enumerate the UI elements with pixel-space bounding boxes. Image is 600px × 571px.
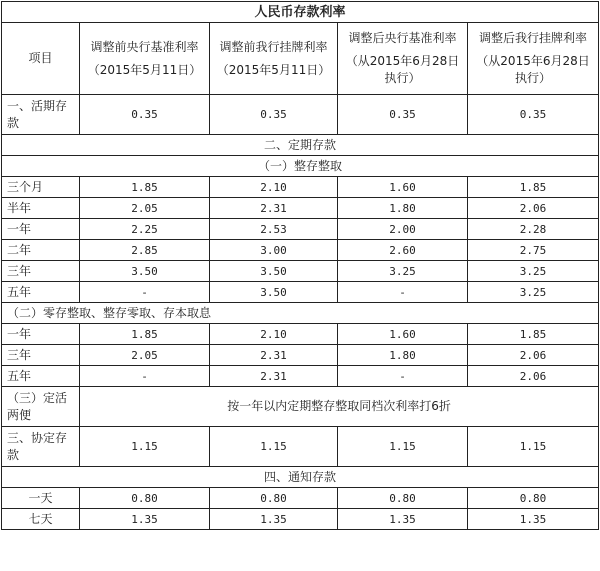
rate-cell: 2.10: [210, 177, 338, 198]
table-title: 人民币存款利率: [2, 2, 599, 23]
rate-cell: 3.25: [338, 261, 468, 282]
section-time-deposit: 二、定期存款: [2, 135, 599, 156]
header-col1: [80, 23, 210, 95]
table-row: [2, 282, 599, 303]
header-item: 项目: [2, 23, 80, 95]
rate-cell: 1.85: [80, 177, 210, 198]
table-row: [2, 198, 599, 219]
rate-cell: 3.50: [210, 282, 338, 303]
table-row: [2, 366, 599, 387]
rate-cell: -: [338, 282, 468, 303]
header-col4-line1: 调整后我行挂牌利率: [479, 31, 588, 45]
rate-cell: 2.31: [210, 345, 338, 366]
rate-cell: 1.85: [468, 177, 599, 198]
header-col1-line2: （2015年5月11日）: [87, 62, 202, 77]
table-row: [2, 240, 599, 261]
rate-cell: 2.85: [80, 240, 210, 261]
rate-cell: 0.80: [80, 488, 210, 509]
rate-cell: 3.50: [210, 261, 338, 282]
rate-cell: 2.75: [468, 240, 599, 261]
section-installment: （二）零存整取、整存零取、存本取息: [2, 303, 599, 324]
row-label: 三、协定存款: [2, 427, 80, 467]
row-label: 半年: [2, 198, 80, 219]
header-col4-line2: （从2015年6月28日执行）: [476, 54, 590, 85]
rate-cell: 1.35: [468, 509, 599, 530]
table-row: [2, 345, 599, 366]
rate-cell: 1.15: [468, 427, 599, 467]
header-col4: [468, 23, 599, 95]
rate-cell: 2.53: [210, 219, 338, 240]
row-label: 三年: [2, 345, 80, 366]
table-row: [2, 427, 599, 467]
rate-cell: 1.15: [80, 427, 210, 467]
rate-cell: 2.06: [468, 366, 599, 387]
header-col1-line1: 调整前央行基准利率: [90, 39, 199, 54]
rate-cell: 1.15: [210, 427, 338, 467]
section-lump-sum: （一）整存整取: [2, 156, 599, 177]
rate-cell: 0.80: [210, 488, 338, 509]
table-row: [2, 177, 599, 198]
section-notice: 四、通知存款: [2, 467, 599, 488]
row-label: （三）定活两便: [2, 387, 80, 427]
rate-cell: 1.60: [338, 324, 468, 345]
table-row: [2, 509, 599, 530]
rate-cell: 2.31: [210, 198, 338, 219]
rate-cell: 1.35: [80, 509, 210, 530]
rate-cell: 0.35: [80, 95, 210, 135]
row-label: 一天: [2, 488, 80, 509]
rate-cell: 1.35: [338, 509, 468, 530]
row-label: 五年: [2, 366, 80, 387]
rate-cell: 1.35: [210, 509, 338, 530]
header-col2: [210, 23, 338, 95]
row-label: 二年: [2, 240, 80, 261]
rate-cell: 2.05: [80, 198, 210, 219]
row-label: 七天: [2, 509, 80, 530]
rate-cell: 0.35: [338, 95, 468, 135]
row-label: 三个月: [2, 177, 80, 198]
header-col2-line1: 调整前我行挂牌利率: [219, 39, 328, 54]
rate-cell: 2.28: [468, 219, 599, 240]
rate-cell: -: [338, 366, 468, 387]
row-label: 一年: [2, 219, 80, 240]
rate-cell: -: [80, 366, 210, 387]
table-row: [2, 261, 599, 282]
table-row: [2, 219, 599, 240]
rate-cell: 2.25: [80, 219, 210, 240]
table-row: [2, 387, 599, 427]
rate-cell: 0.35: [468, 95, 599, 135]
table-row: [2, 95, 599, 135]
rate-cell: 1.60: [338, 177, 468, 198]
rate-cell: 3.00: [210, 240, 338, 261]
rate-cell: 2.31: [210, 366, 338, 387]
rate-cell: 2.00: [338, 219, 468, 240]
row-label: 一年: [2, 324, 80, 345]
rate-cell: 2.06: [468, 198, 599, 219]
row-label: 一、活期存款: [2, 95, 80, 135]
rate-cell: 2.05: [80, 345, 210, 366]
row-label: 五年: [2, 282, 80, 303]
rate-cell: 0.80: [468, 488, 599, 509]
flexible-note: 按一年以内定期整存整取同档次利率打6折: [80, 387, 599, 427]
rate-cell: 0.80: [338, 488, 468, 509]
table-row: [2, 324, 599, 345]
row-label: 三年: [2, 261, 80, 282]
rate-cell: 2.10: [210, 324, 338, 345]
table-row: [2, 488, 599, 509]
header-col2-line2: （2015年5月11日）: [216, 62, 331, 77]
rate-cell: 1.80: [338, 198, 468, 219]
rate-cell: 3.25: [468, 282, 599, 303]
rate-cell: 1.85: [468, 324, 599, 345]
rate-cell: 3.25: [468, 261, 599, 282]
rate-cell: 1.15: [338, 427, 468, 467]
header-col3: [338, 23, 468, 95]
rate-cell: 1.80: [338, 345, 468, 366]
rate-cell: 1.85: [80, 324, 210, 345]
rate-cell: 3.50: [80, 261, 210, 282]
rate-cell: -: [80, 282, 210, 303]
header-col3-line2: （从2015年6月28日执行）: [345, 54, 460, 85]
rate-cell: 2.06: [468, 345, 599, 366]
rate-cell: 2.60: [338, 240, 468, 261]
rate-cell: 0.35: [210, 95, 338, 135]
header-col3-line1: 调整后央行基准利率: [348, 31, 457, 45]
deposit-rate-table: [1, 1, 599, 530]
